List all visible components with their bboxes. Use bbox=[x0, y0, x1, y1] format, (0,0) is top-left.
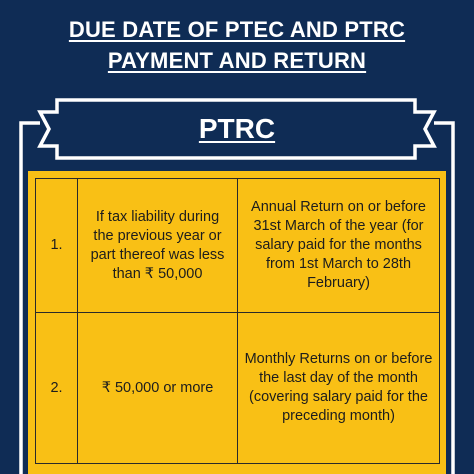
ptrc-table-container bbox=[28, 171, 446, 474]
row-due-date: Annual Return on or before 31st March of the year (for salary paid for the months from 1st March to 28th February) bbox=[238, 179, 440, 313]
row-serial: 1. bbox=[36, 179, 78, 313]
row-condition: ₹ 50,000 or more bbox=[78, 313, 238, 464]
row-serial: 2. bbox=[36, 313, 78, 464]
ptrc-table bbox=[35, 178, 440, 464]
row-due-date: Monthly Returns on or before the last day of the month (covering salary paid for the preceding month) bbox=[238, 313, 440, 464]
table-row bbox=[36, 313, 440, 464]
title-line-2: PAYMENT AND RETURN bbox=[107, 48, 367, 73]
row-condition: If tax liability during the previous year or part thereof was less than ₹ 50,000 bbox=[78, 179, 238, 313]
banner-title: PTRC bbox=[198, 113, 276, 144]
title-line-1: DUE DATE OF PTEC AND PTRC bbox=[68, 17, 406, 42]
table-row bbox=[36, 179, 440, 313]
